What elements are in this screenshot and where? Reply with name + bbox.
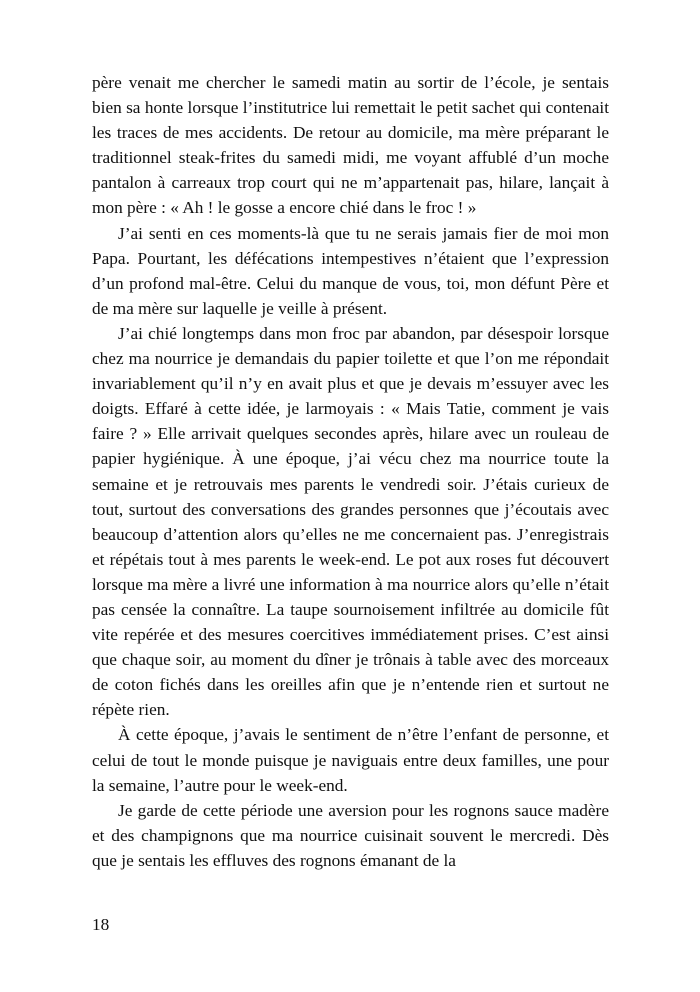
- paragraph: À cette époque, j’avais le sentiment de n’être l’enfant de personne, et celui de tout le monde puisque je naviguais entre deux familles, une pour la semaine, l’autre pour le week-end.: [92, 725, 609, 795]
- paragraph: Je garde de cette période une aversion pour les rognons sauce madère et des champignons que ma nourrice cuisinait souvent le mercredi. Dès que je sentais les effluves des rognons émanant de la: [92, 800, 609, 870]
- body-text: [92, 70, 609, 873]
- paragraph: J’ai senti en ces moments-là que tu ne serais jamais fier de moi mon Papa. Pourtant, les défécations intempestives n’étaient que l’expression d’un profond mal-être. Celui du manque de vous, toi, mon défunt Père et de ma mère sur laquelle je veille à présent.: [92, 223, 609, 318]
- page-number: 18: [92, 915, 110, 934]
- paragraph-continued: père venait me chercher le samedi matin au sortir de l’école, je sentais bien sa honte lorsque l’institutrice lui remettait le petit sachet qui contenait les traces de mes accidents. De retour au domicile, ma mère préparant le traditionnel steak-frites du samedi midi, me voyant affublé d’un moche pantalon à carreaux trop court qui ne m’appartenait pas, hilare, lançait à mon père : « Ah ! le gosse a encore chié dans le froc ! »: [92, 73, 609, 218]
- paragraph: J’ai chié longtemps dans mon froc par abandon, par désespoir lorsque chez ma nourrice je demandais du papier toilette et que l’on me répondait invariablement qu’il n’y en avait plus et que je devais m’essuyer avec les doigts. Effaré à cette idée, je larmoyais : « Mais Tatie, comment je vais faire ? » Elle arrivait quelques secondes après, hilare avec un rouleau de papier hygiénique. À une époque, j’ai vécu chez ma nourrice toute la semaine et je retrouvais mes parents le vendredi soir. J’étais curieux de tout, surtout des conversations des grandes personnes que j’écoutais avec beaucoup d’attention alors qu’elles ne me concernaient pas. J’enregistrais et répétais tout à mes parents le week-end. Le pot aux roses fut découvert lorsque ma mère a livré une information à ma nourrice alors qu’elle n’était pas censée la connaître. La taupe sournoisement infiltrée au domicile fût vite repérée et des mesures coercitives immédiatement prises. C’est ainsi que chaque soir, au moment du dîner je trônais à table avec des morceaux de coton fichés dans les oreilles afin que je n’entende rien et surtout ne répète rien.: [92, 323, 609, 720]
